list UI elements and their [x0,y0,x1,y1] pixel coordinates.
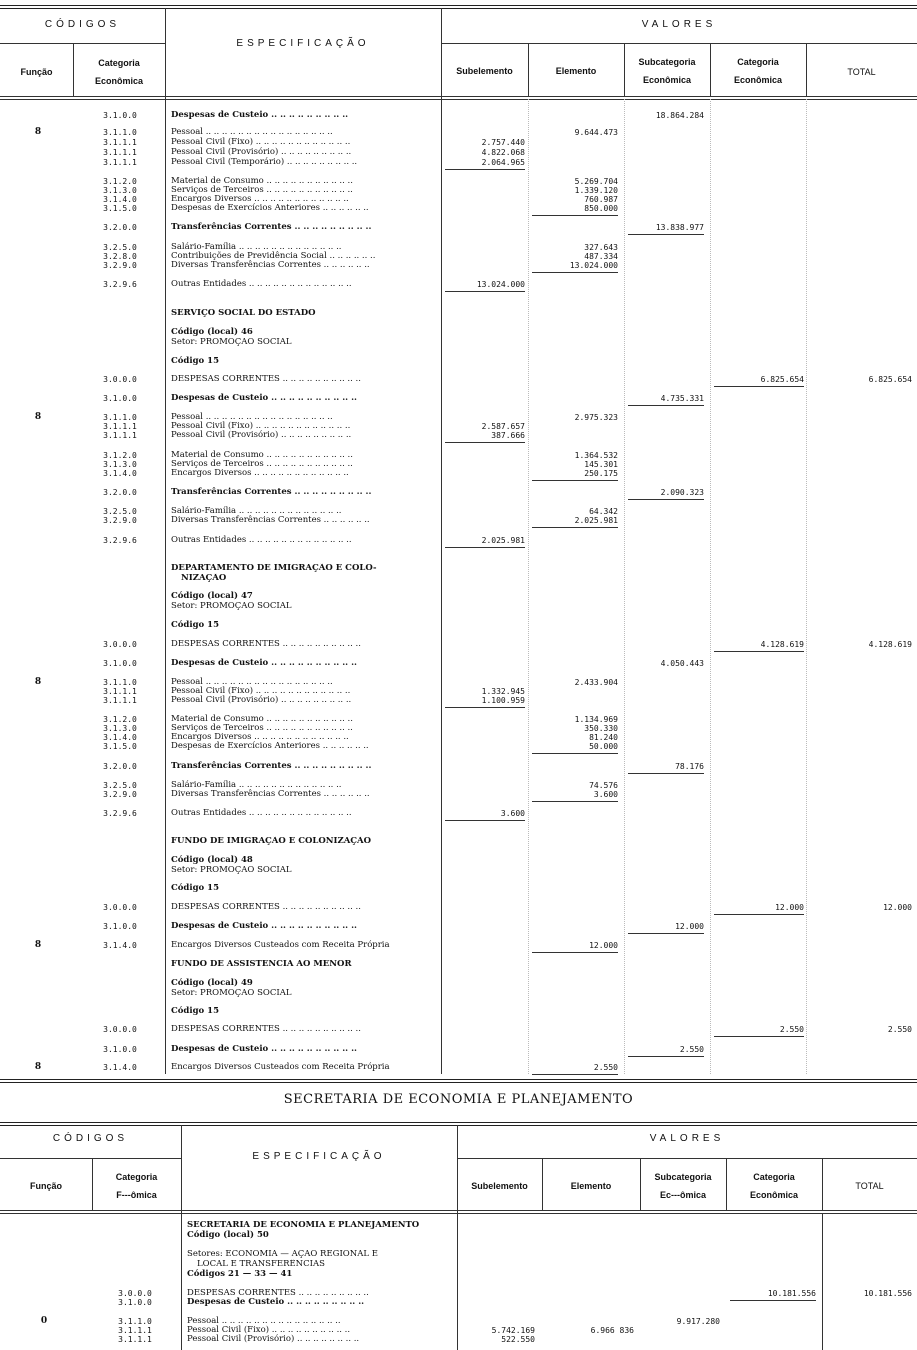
especificacao-text: Encargos Diversos .. .. .. .. .. .. .. .. .. .. .. .. [171,194,349,204]
table-row [0,535,917,546]
table-row [0,430,917,441]
especificacao-text: LOCAL E TRANSFERÊNCIAS [197,1259,325,1269]
subelemento2-header: Subelemento [471,1181,528,1191]
especificacao-text: Pessoal Civil (Temporário) .. .. .. .. .. .. .. .. .. [171,157,358,167]
categoria-underline [714,386,804,387]
categoria-code: 3.2.0.0 [103,762,137,771]
especificacao-text: Diversas Transferências Correntes .. .. .. .. .. .. [171,515,370,525]
total-value: 6.825.654 [868,375,912,384]
especificacao-text: Código (local) 48 [171,855,253,865]
subelemento-value: 2.757.440 [481,138,525,147]
elemento2-header: Elemento [570,1181,612,1191]
categoria-code: 3.1.0.0 [118,1298,152,1307]
categoria-code: 3.0.0.0 [118,1289,152,1298]
header2-bottom-rule-2 [0,1213,917,1214]
elemento-underline [532,801,618,802]
categoria-code: 3.1.3.0 [103,460,137,469]
table-row [0,1269,917,1280]
categoria-underline [714,914,804,915]
subcategoria-header-l2: Econômica [642,75,691,85]
categoria-code: 3.1.0.0 [103,659,137,668]
table-row [0,639,917,650]
especificacao-text: Pessoal .. .. .. .. .. .. .. .. .. .. .. .. .. .. .. [187,1316,341,1326]
elemento-value: 81.240 [589,733,618,742]
subcategoria2-header-l1: Subcategoria [654,1172,712,1182]
categoria-value: 4.128.619 [760,640,804,649]
subelemento-underline [445,547,525,548]
elemento-value: 1.364.532 [574,451,618,460]
especificacao-text: Outras Entidades .. .. .. .. .. .. .. .. .. .. .. .. .. [171,279,352,289]
elemento-value: 5.269.704 [574,177,618,186]
subelemento-value: 2.587.657 [481,422,525,431]
categoria2-header-l2: F---ômica [116,1190,157,1200]
total-header: TOTAL [847,67,876,77]
categoria-code: 3.1.3.0 [103,724,137,733]
elemento-value: 74.576 [589,781,618,790]
elemento-value: 64.342 [589,507,618,516]
table-row [0,620,917,631]
especificacao-text: Despesas de Custeio .. .. .. .. .. .. .. .. .. [171,110,349,120]
subelemento-underline [445,442,525,443]
categoria-code: 3.1.0.0 [103,111,137,120]
categoria-code: 3.1.1.1 [103,158,137,167]
especificacao-text: Encargos Diversos Custeados com Receita Própria [171,940,390,950]
categoria-code: 3.1.1.1 [103,696,137,705]
categoria-code: 3.1.3.0 [103,186,137,195]
categoria-code: 3.2.0.0 [103,223,137,232]
table-row [0,222,917,233]
categoria-header-l1: Categoria [98,58,140,68]
categoria-val-header-l1: Categoria [737,57,779,67]
especificacao-text: DESPESAS CORRENTES .. .. .. .. .. .. .. .. .. .. [171,1024,361,1034]
elemento-value: 145.301 [584,460,618,469]
categoria-value: 6.825.654 [760,375,804,384]
especificacao-text: Serviços de Terceiros .. .. .. .. .. .. .. .. .. .. .. [171,459,353,469]
subcategoria-header-l1: Subcategoria [638,57,696,67]
table-row [0,1334,917,1345]
funcao-code: 0 [40,1316,48,1326]
subelemento-underline [445,707,525,708]
categoria-code: 3.1.4.0 [103,469,137,478]
subcategoria-underline [628,933,704,934]
subcategoria-value: 2.090.323 [660,488,704,497]
table-row [0,487,917,498]
subelemento-value: 13.024.000 [476,280,525,289]
subcategoria-underline [628,234,704,235]
categoria-code: 3.0.0.0 [103,903,137,912]
subcategoria-value: 13.838.977 [655,223,704,232]
elemento-value: 12.000 [589,941,618,950]
subcategoria-underline [628,405,704,406]
especificacao-text: Pessoal Civil (Provisório) .. .. .. .. .. .. .. .. .. [171,695,352,705]
table-row [0,393,917,404]
header-bottom-rule-2 [0,99,917,100]
elemento-underline [532,753,618,754]
table-row [0,940,917,951]
especificacao-text: Setor: PROMOÇÃO SOCIAL [171,337,292,347]
subelemento-value: 2.025.981 [481,536,525,545]
categoria-code: 3.2.9.6 [103,280,137,289]
subelemento-value: 387.666 [491,431,525,440]
table-row [0,883,917,894]
categoria-code: 3.1.1.0 [118,1317,152,1326]
elemento-value: 350.330 [584,724,618,733]
especificacao-text: Encargos Diversos Custeados com Receita Própria [171,1062,390,1072]
categoria-code: 3.1.4.0 [103,733,137,742]
especificacao-header: ESPECIFICAÇÃO [236,38,370,49]
categoria-val-header-l2: Econômica [733,75,782,85]
categoria-code: 3.1.1.1 [103,148,137,157]
especificacao-text: Código (local) 46 [171,327,253,337]
especificacao-text: Material de Consumo .. .. .. .. .. .. .. .. .. .. .. [171,176,353,186]
funcao-code: 8 [34,412,42,422]
header-bottom-rule [0,96,917,97]
categoria-code: 3.2.9.0 [103,261,137,270]
especificacao-text: Despesas de Exercícios Anteriores .. .. .. .. .. .. [171,741,369,751]
categoria-code: 3.1.1.1 [103,138,137,147]
categoria-code: 3.2.5.0 [103,781,137,790]
elemento-underline [532,1074,618,1075]
categoria-code: 3.1.2.0 [103,715,137,724]
categoria-code: 3.1.1.0 [103,413,137,422]
elemento-underline [532,215,618,216]
categoria-code: 3.1.1.1 [103,422,137,431]
codigos-header: CÓDIGOS [44,19,121,30]
elemento-value: 1.339.120 [574,186,618,195]
subelemento-value: 1.332.945 [481,687,525,696]
categoria-code: 3.1.4.0 [103,195,137,204]
subcategoria-underline [628,773,704,774]
especificacao-text: DESPESAS CORRENTES .. .. .. .. .. .. .. .. .. [187,1288,369,1298]
subcategoria-value: 4.050.443 [660,659,704,668]
table-row [0,374,917,385]
top-rule-2 [0,8,917,9]
funcao-code: 8 [34,677,42,687]
categoria-code: 3.1.1.0 [103,678,137,687]
elemento-header: Elemento [555,66,597,76]
col-divider-3 [710,43,711,96]
categoria-code: 3.1.1.1 [103,687,137,696]
especificacao-text: FUNDO DE ASSISTENCIA AO MENOR [171,959,352,969]
especificacao-text: Código 15 [171,883,220,893]
especificacao-text: Pessoal Civil (Fixo) .. .. .. .. .. .. .. .. .. .. .. .. [171,421,351,431]
especificacao-text: DESPESAS CORRENTES .. .. .. .. .. .. .. .. .. .. [171,639,361,649]
especificacao-text: Outras Entidades .. .. .. .. .. .. .. .. .. .. .. .. .. [171,808,352,818]
especificacao-text: Código 15 [171,1006,220,1016]
table-row [0,921,917,932]
especificacao-text: Salário-Família .. .. .. .. .. .. .. .. .. .. .. .. .. [171,780,342,790]
table-row [0,1044,917,1055]
categoria-code: 3.1.0.0 [103,922,137,931]
especificacao-text: Código 15 [171,356,220,366]
elemento-value: 13.024.000 [569,261,618,270]
table-row [0,865,917,876]
especificacao-text: Encargos Diversos .. .. .. .. .. .. .. .. .. .. .. .. [171,468,349,478]
especificacao-text: SECRETARIA DE ECONOMIA E PLANEJAMENTO [187,1220,420,1230]
top-rule [0,5,917,6]
especificacao-text: Pessoal Civil (Provisório) .. .. .. .. .. .. .. .. .. [171,147,352,157]
col2-divider-3 [726,1158,727,1210]
elemento-underline [532,272,618,273]
subelemento-underline [445,820,525,821]
categoria-code: 3.1.2.0 [103,177,137,186]
categoria-code: 3.0.0.0 [103,640,137,649]
total-value: 10.181.556 [863,1289,912,1298]
table-row [0,1230,917,1241]
especificacao-text: Código (local) 47 [171,591,253,601]
especificacao-text: Despesas de Custeio .. .. .. .. .. .. .. .. .. .. [171,1044,358,1054]
table-row [0,658,917,669]
table-row [0,337,917,348]
categoria-code: 3.2.0.0 [103,488,137,497]
categoria-code: 3.1.5.0 [103,204,137,213]
especificacao-text: Serviços de Terceiros .. .. .. .. .. .. .. .. .. .. .. [171,723,353,733]
table-row [0,157,917,168]
total-value: 4.128.619 [868,640,912,649]
elemento-underline [532,952,618,953]
table1-bottom-rule-2 [0,1082,917,1083]
especificacao-text: Código (local) 49 [171,978,253,988]
elemento-value: 3.600 [593,790,618,799]
especificacao-text: Despesas de Custeio .. .. .. .. .. .. .. .. .. [187,1297,365,1307]
table-row [0,836,917,847]
func2-divider [92,1158,93,1210]
subelemento-underline [445,291,525,292]
categoria-code: 3.0.0.0 [103,1025,137,1034]
elemento-value: 2.433.904 [574,678,618,687]
funcao2-header: Função [29,1181,62,1191]
especificacao-text: DESPESAS CORRENTES .. .. .. .. .. .. .. .. .. .. [171,902,361,912]
section-title: SECRETARIA DE ECONOMIA E PLANEJAMENTO [283,1092,634,1107]
subelemento-value: 5.742.169 [491,1326,535,1335]
especificacao-text: Setor: PROMOÇÃO SOCIAL [171,601,292,611]
subelemento-value: 3.600 [500,809,525,818]
especificacao-text: SERVIÇO SOCIAL DO ESTADO [171,308,316,318]
header2-bottom-rule [0,1210,917,1211]
subelemento-value: 2.064.965 [481,158,525,167]
especificacao-text: NIZAÇÃO [181,573,227,583]
table-row [0,308,917,319]
especificacao-text: Setores: ECONOMIA — AÇÃO REGIONAL E [187,1249,378,1259]
table-row [0,356,917,367]
especificacao-text: Despesas de Exercícios Anteriores .. .. .. .. .. .. [171,203,369,213]
elemento-value: 9.644.473 [574,128,618,137]
especificacao-text: Salário-Família .. .. .. .. .. .. .. .. .. .. .. .. .. [171,506,342,516]
categoria-code: 3.1.1.1 [118,1326,152,1335]
elemento-value: 2.025.981 [574,516,618,525]
especificacao-text: Transferências Correntes .. .. .. .. .. .. .. .. .. [171,487,372,497]
table-row [0,695,917,706]
especificacao-text: Serviços de Terceiros .. .. .. .. .. .. .. .. .. .. .. [171,185,353,195]
table-row [0,1006,917,1017]
table2-top-rule [0,1122,917,1123]
table1-bottom-rule [0,1079,917,1080]
table-row [0,573,917,584]
elemento-value: 2.975.323 [574,413,618,422]
table-row [0,260,917,271]
categoria-code: 3.1.1.0 [103,128,137,137]
elemento-value: 487.334 [584,252,618,261]
categoria-header-l2: Econômica [94,76,143,86]
funcao-code: 8 [34,1062,42,1072]
categoria-code: 3.1.4.0 [103,941,137,950]
subelemento-header: Subelemento [456,66,513,76]
elemento-value: 2.550 [593,1063,618,1072]
especificacao-text: Setor: PROMOÇÃO SOCIAL [171,988,292,998]
table-row [0,959,917,970]
categoria2-val-header-l2: Econômica [749,1190,798,1200]
categoria2-header-l1: Categoria [115,1172,158,1182]
elemento-value: 850.000 [584,204,618,213]
elemento-value: 250.175 [584,469,618,478]
especificacao-text: Material de Consumo .. .. .. .. .. .. .. .. .. .. .. [171,714,353,724]
categoria-code: 3.2.9.0 [103,790,137,799]
especificacao-text: Contribuições de Previdência Social .. .. .. .. .. .. [171,251,376,261]
categoria-code: 3.1.1.1 [103,431,137,440]
table-row [0,902,917,913]
especificacao-text: Pessoal .. .. .. .. .. .. .. .. .. .. .. .. .. .. .. .. [171,127,333,137]
table-row [0,761,917,772]
table-row [0,808,917,819]
codigos2-header: CÓDIGOS [52,1133,129,1144]
categoria-value: 12.000 [775,903,804,912]
subcategoria2-header-l2: Ec---ômica [659,1190,706,1200]
especificacao-text: Diversas Transferências Correntes .. .. .. .. .. .. [171,789,370,799]
especificacao-text: Outras Entidades .. .. .. .. .. .. .. .. .. .. .. .. .. [171,535,352,545]
categoria-underline [714,1036,804,1037]
especificacao-text: Pessoal Civil (Fixo) .. .. .. .. .. .. .. .. .. .. .. .. [171,137,351,147]
total2-header: TOTAL [855,1181,884,1191]
especificacao-text: Setor: PROMOÇÃO SOCIAL [171,865,292,875]
table-row [0,279,917,290]
especificacao-text: Código 15 [171,620,220,630]
especificacao2-header: ESPECIFICAÇÃO [252,1151,386,1162]
col2-divider-2 [640,1158,641,1210]
table-row [0,789,917,800]
total-value: 12.000 [883,903,912,912]
categoria-code: 3.1.5.0 [103,742,137,751]
elemento-value: 327.643 [584,243,618,252]
categoria-code: 3.1.2.0 [103,451,137,460]
especificacao-text: Pessoal .. .. .. .. .. .. .. .. .. .. .. .. .. .. .. .. [171,677,333,687]
especificacao-text: Diversas Transferências Correntes .. .. .. .. .. .. [171,260,370,270]
valores-header: VALORES [641,19,717,30]
categoria-code: 3.0.0.0 [103,375,137,384]
especificacao-text: Pessoal .. .. .. .. .. .. .. .. .. .. .. .. .. .. .. .. [171,412,333,422]
subcategoria-value: 4.735.331 [660,394,704,403]
especificacao-text: Encargos Diversos .. .. .. .. .. .. .. .. .. .. .. .. [171,732,349,742]
categoria-code: 3.1.1.1 [118,1335,152,1344]
funcao-code: 8 [34,940,42,950]
valores2-underline [457,1158,917,1159]
categoria-underline [714,651,804,652]
table-row [0,1024,917,1035]
especificacao-text: Pessoal Civil (Provisório) .. .. .. .. .. .. .. .. [187,1334,360,1344]
table-row [0,1297,917,1308]
table2-top-rule-2 [0,1125,917,1126]
especificacao-text: Códigos 21 — 33 — 41 [187,1269,293,1279]
categoria-code: 3.1.0.0 [103,1045,137,1054]
codigos2-underline [0,1158,181,1159]
subelemento-underline [445,169,525,170]
table-row [0,203,917,214]
categoria-code: 3.2.5.0 [103,243,137,252]
subelemento-value: 1.100.959 [481,696,525,705]
subcategoria-underline [628,1056,704,1057]
categoria-code: 3.2.8.0 [103,252,137,261]
total-value: 2.550 [887,1025,912,1034]
especificacao-text: FUNDO DE IMIGRAÇÃO E COLONIZAÇÃO [171,836,372,846]
subelemento-value: 522.550 [501,1335,535,1344]
especificacao-text: Pessoal Civil (Fixo) .. .. .. .. .. .. .. .. .. .. [187,1325,351,1335]
table-row [0,468,917,479]
elemento-underline [532,527,618,528]
col-divider-2 [624,43,625,96]
table-row [0,601,917,612]
categoria-value: 2.550 [779,1025,804,1034]
subcategoria-value: 78.176 [675,762,704,771]
table-row [0,515,917,526]
elemento-value: 1.134.969 [574,715,618,724]
funcao-code: 8 [34,127,42,137]
especificacao-text: DEPARTAMENTO DE IMIGRAÇÃO E COLO- [171,563,377,573]
categoria-code: 3.2.9.0 [103,516,137,525]
categoria2-val-header-l1: Categoria [753,1172,795,1182]
categoria-code: 3.2.9.6 [103,809,137,818]
categoria-code: 3.1.4.0 [103,1063,137,1072]
funcao-header: Função [20,67,53,77]
especificacao-text: Despesas de Custeio .. .. .. .. .. .. .. .. .. .. [171,393,358,403]
especificacao-text: Pessoal Civil (Provisório) .. .. .. .. .. .. .. .. .. [171,430,352,440]
especificacao-text: Código (local) 50 [187,1230,269,1240]
subcategoria-value: 9.917.280 [676,1317,720,1326]
subcategoria-value: 12.000 [675,922,704,931]
especificacao-text: Salário-Família .. .. .. .. .. .. .. .. .. .. .. .. .. [171,242,342,252]
subcategoria-value: 2.550 [679,1045,704,1054]
especificacao-text: Despesas de Custeio .. .. .. .. .. .. .. .. .. .. [171,921,358,931]
subcategoria-underline [628,499,704,500]
especificacao-text: Pessoal Civil (Fixo) .. .. .. .. .. .. .. .. .. .. .. .. [171,686,351,696]
especificacao-text: Despesas de Custeio .. .. .. .. .. .. .. .. .. .. [171,658,358,668]
valores-underline [441,43,917,44]
elemento-underline [532,480,618,481]
categoria-code: 3.1.0.0 [103,394,137,403]
elemento-value: 50.000 [589,742,618,751]
valores2-header: VALORES [649,1133,725,1144]
especificacao-text: Transferências Correntes .. .. .. .. .. .. .. .. .. [171,761,372,771]
elemento-value: 760.987 [584,195,618,204]
subcategoria-value: 18.864.284 [655,111,704,120]
especificacao-text: DESPESAS CORRENTES .. .. .. .. .. .. .. .. .. .. [171,374,361,384]
elemento-value: 6.966 836 [590,1326,634,1335]
subelemento-value: 4.822.068 [481,148,525,157]
table-row [0,988,917,999]
table-row [0,110,917,121]
especificacao-text: Transferências Correntes .. .. .. .. .. .. .. .. .. [171,222,372,232]
categoria-code: 3.2.9.6 [103,536,137,545]
categoria-value: 10.181.556 [767,1289,816,1298]
especificacao-text: Material de Consumo .. .. .. .. .. .. .. .. .. .. .. [171,450,353,460]
categoria-code: 3.2.5.0 [103,507,137,516]
codigos-underline [0,43,165,44]
table-row [0,1062,917,1073]
table-row [0,741,917,752]
